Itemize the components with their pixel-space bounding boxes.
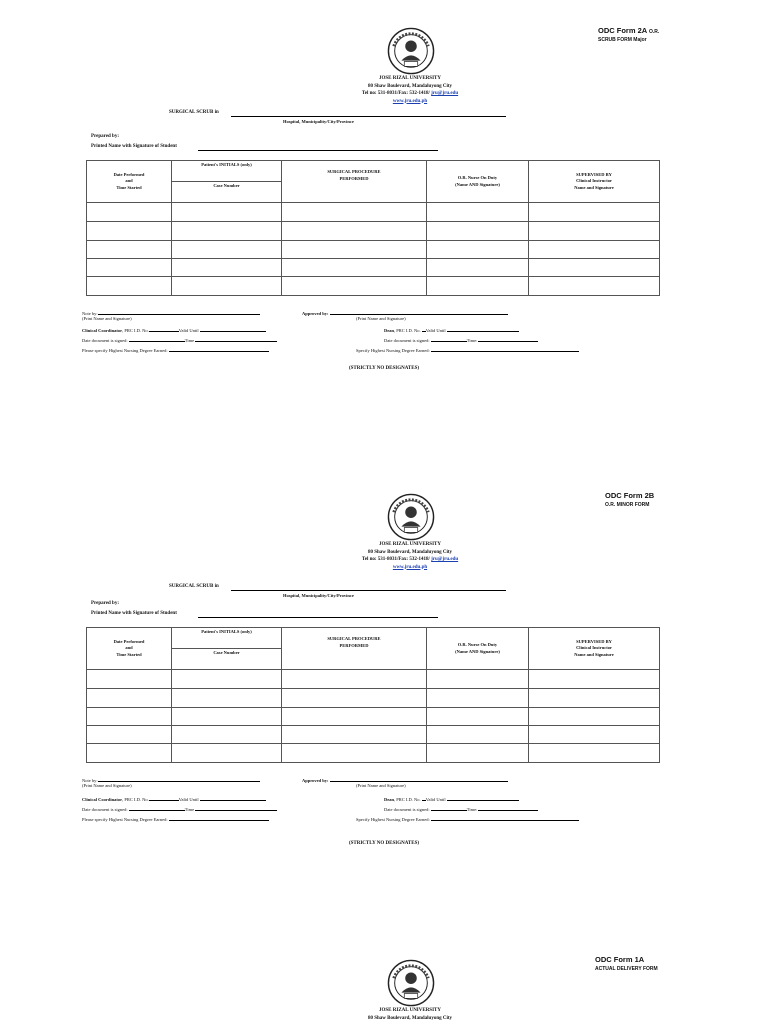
dean-date-row: Date document is signed: Time: xyxy=(384,805,538,812)
col-supervised-by: SUPERVISED BY Clinical Instructor Name and Signature xyxy=(529,628,660,670)
printed-name-label: Printed Name with Signature of Student xyxy=(91,144,177,149)
form-code: ODC Form 1A xyxy=(595,955,645,964)
hospital-input-line[interactable] xyxy=(231,116,506,117)
col-or-nurse: O.R. Nurse On Duty (Name AND Signature) xyxy=(427,161,529,203)
form-code-block xyxy=(598,26,748,43)
surgical-scrub-label: SURGICAL SCRUB in xyxy=(169,110,219,115)
scrub-table xyxy=(86,627,660,763)
strictly-no-designates: (STRICTLY NO DESIGNATES) xyxy=(348,841,420,846)
form-code-block xyxy=(595,955,745,972)
prepared-by-label: Prepared by: xyxy=(91,601,120,606)
approved-by-line[interactable] xyxy=(330,309,508,315)
note-by-line[interactable] xyxy=(98,776,260,782)
table-row[interactable] xyxy=(87,259,660,277)
dean-row: Dean, PRC I.D. No. Valid Until xyxy=(384,795,519,802)
university-header xyxy=(250,1007,570,1022)
dean-degree-row: Specify Highest Nursing Degree Earned: xyxy=(356,346,579,353)
coordinator-row: Clinical Coordinator, PRC I.D. No. Valid Until xyxy=(82,326,266,333)
coordinator-date-row: Date document is signed: Time xyxy=(82,805,277,812)
student-signature-line[interactable] xyxy=(198,150,438,151)
form-subtitle: O.R. MINOR FORM xyxy=(605,502,650,508)
university-address: 80 Shaw Boulevard, Mandaluyong City xyxy=(367,1015,453,1021)
col-date-performed: Date Performed and Time Started xyxy=(87,161,172,203)
col-patient-initials: Patient's INITIALS (only) Case Number xyxy=(172,161,282,203)
table-header-row xyxy=(87,161,660,203)
student-signature-line[interactable] xyxy=(198,617,438,618)
tel-fax: Tel no: 531-8031/Fax: 532-1418/ xyxy=(361,557,430,562)
coordinator-date-row: Date document is signed: Time xyxy=(82,336,277,343)
table-row[interactable] xyxy=(87,203,660,222)
col-supervised-by: SUPERVISED BY Clinical Instructor Name and Signature xyxy=(529,161,660,203)
surgical-scrub-label: SURGICAL SCRUB in xyxy=(169,584,219,589)
table-row[interactable] xyxy=(87,744,660,763)
table-header-row xyxy=(87,628,660,670)
coordinator-degree-row: Please specify Highest Nursing Degree Earned: xyxy=(82,346,269,353)
note-by-row: Note by: xyxy=(82,309,260,316)
university-name: JOSE RIZAL UNIVERSITY xyxy=(379,76,441,81)
note-print-name: (Print Name and Signature) xyxy=(82,316,132,321)
approved-by-row: Approved by: xyxy=(302,776,508,783)
university-name: JOSE RIZAL UNIVERSITY xyxy=(379,1008,441,1013)
hospital-caption: Hospital, Municipality/City/Province xyxy=(283,593,354,598)
approved-by-line[interactable] xyxy=(330,776,508,782)
approved-print-name: (Print Name and Signature) xyxy=(356,783,406,788)
form-code-suffix: O.R. xyxy=(649,29,660,35)
form-code: ODC Form 2A xyxy=(598,26,647,35)
col-surgical-procedure: SURGICAL PROCEDURE PERFORMED xyxy=(282,628,427,670)
note-print-name: (Print Name and Signature) xyxy=(82,783,132,788)
dean-row: Dean, PRC I.D. No. Valid Until xyxy=(384,326,519,333)
table-row[interactable] xyxy=(87,708,660,726)
table-row[interactable] xyxy=(87,241,660,259)
approved-by-row: Approved by: xyxy=(302,309,508,316)
col-patient-initials: Patient's INITIALS (only) Case Number xyxy=(172,628,282,670)
note-by-row: Note by: xyxy=(82,776,260,783)
hospital-input-line[interactable] xyxy=(231,590,506,591)
email-link[interactable]: jru@jru.edu xyxy=(431,557,459,562)
table-row[interactable] xyxy=(87,726,660,744)
coordinator-row: Clinical Coordinator, PRC I.D. No. Valid Until xyxy=(82,795,266,802)
university-address: 80 Shaw Boulevard, Mandaluyong City xyxy=(367,549,453,555)
university-header xyxy=(250,75,570,105)
university-seal-icon xyxy=(387,959,435,1007)
col-or-nurse: O.R. Nurse On Duty (Name AND Signature) xyxy=(427,628,529,670)
table-row[interactable] xyxy=(87,689,660,708)
coordinator-degree-row: Please specify Highest Nursing Degree Earned: xyxy=(82,815,269,822)
table-row[interactable] xyxy=(87,222,660,241)
scrub-table xyxy=(86,160,660,296)
prepared-by-label: Prepared by: xyxy=(91,134,120,139)
table-row[interactable] xyxy=(87,277,660,296)
hospital-caption: Hospital, Municipality/City/Province xyxy=(283,119,354,124)
university-header xyxy=(250,541,570,571)
table-row[interactable] xyxy=(87,670,660,689)
col-date-performed: Date Performed and Time Started xyxy=(87,628,172,670)
note-by-line[interactable] xyxy=(98,309,260,315)
website-link[interactable]: www.jru.edu.ph xyxy=(392,564,428,570)
form-subtitle: ACTUAL DELIVERY FORM xyxy=(595,966,658,972)
dean-degree-row: Specify Highest Nursing Degree Earned: xyxy=(356,815,579,822)
website-link[interactable]: www.jru.edu.ph xyxy=(392,98,428,104)
form-subtitle: SCRUB FORM Major xyxy=(598,37,647,43)
university-name: JOSE RIZAL UNIVERSITY xyxy=(379,542,441,547)
email-link[interactable]: jru@jru.edu xyxy=(431,91,459,96)
university-seal-icon xyxy=(387,27,435,75)
dean-date-row: Date document is signed: Time: xyxy=(384,336,538,343)
form-code: ODC Form 2B xyxy=(605,491,655,500)
printed-name-label: Printed Name with Signature of Student xyxy=(91,611,177,616)
university-address: 80 Shaw Boulevard, Mandaluyong City xyxy=(367,83,453,89)
tel-fax: Tel no: 531-8031/Fax: 532-1418/ xyxy=(361,91,430,96)
strictly-no-designates: (STRICTLY NO DESIGNATES) xyxy=(348,366,420,371)
approved-print-name: (Print Name and Signature) xyxy=(356,316,406,321)
university-seal-icon xyxy=(387,493,435,541)
col-surgical-procedure: SURGICAL PROCEDURE PERFORMED xyxy=(282,161,427,203)
form-code-block xyxy=(605,491,755,508)
